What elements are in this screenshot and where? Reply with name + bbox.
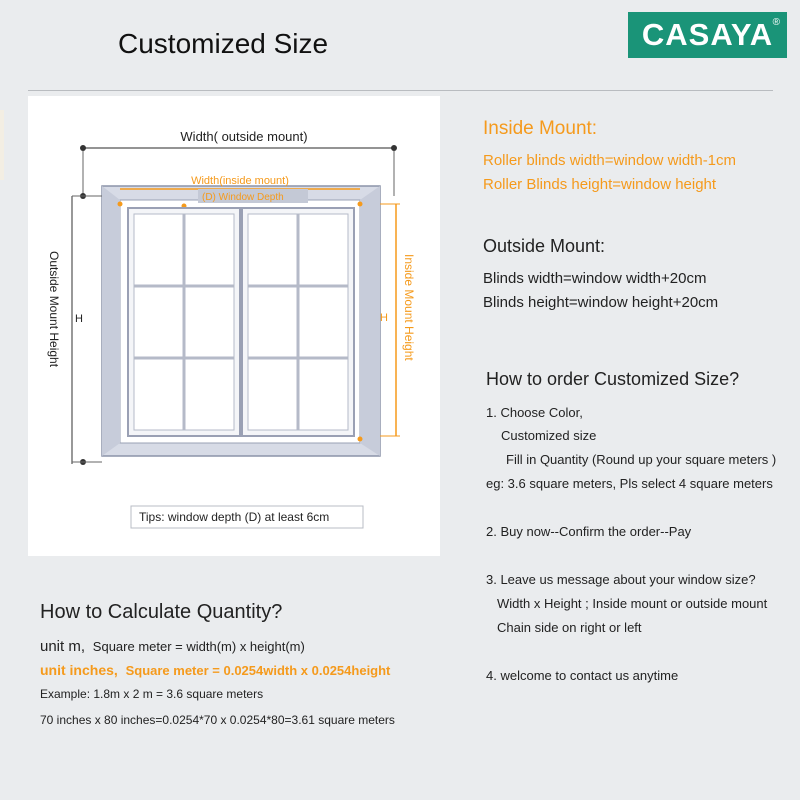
inside-mount-heading: Inside Mount:: [483, 118, 598, 139]
width-inside-label: Width(inside mount): [191, 175, 289, 187]
window-depth-label: (D) Window Depth: [202, 192, 284, 203]
unit-inches-row: [40, 662, 390, 678]
outside-mount-line-2: Blinds height=window height+20cm: [483, 294, 719, 311]
unit-m-row: [40, 638, 305, 655]
unit-m-label: unit m,: [40, 638, 86, 655]
calc-example-2: 70 inches x 80 inches=0.0254*70 x 0.0254*80=3.61 square meters: [40, 713, 395, 727]
height-inside-label: Inside Mount Height: [402, 254, 416, 361]
order-step-3-line-2: Width x Height ; Inside mount or outside mount: [497, 596, 768, 611]
unit-inches-formula: Square meter = 0.0254width x 0.0254height: [125, 663, 391, 678]
height-inside-dot-top: [358, 202, 363, 207]
width-outside-label: Width( outside mount): [180, 129, 308, 144]
width-outside-dot-right: [391, 145, 397, 151]
height-outside-label: Outside Mount Height: [47, 251, 61, 368]
inside-mount-line-2: Roller Blinds height=window height: [483, 176, 717, 193]
frame-reveal-left: [102, 186, 120, 456]
window-diagram-panel: [28, 96, 440, 556]
outside-mount-heading: Outside Mount:: [483, 236, 606, 256]
logo-text: CASAYA: [641, 17, 774, 52]
order-step-3-line-1: 3. Leave us message about your window size?: [486, 572, 756, 587]
casaya-logo: [628, 12, 787, 58]
outside-mount-line-1: Blinds width=window width+20cm: [483, 270, 707, 287]
h-right-label: H: [380, 312, 388, 324]
registered-mark: ®: [772, 17, 781, 28]
window-diagram: [28, 96, 440, 556]
height-inside-dot-bottom: [358, 437, 363, 442]
h-left-label: H: [75, 313, 83, 325]
unit-inches-label: unit inches,: [40, 662, 118, 678]
header-divider: [28, 90, 773, 91]
order-step-3-line-3: Chain side on right or left: [497, 620, 642, 635]
tips-text: Tips: window depth (D) at least 6cm: [139, 510, 330, 524]
width-outside-dot-left: [80, 145, 86, 151]
order-step-4: 4. welcome to contact us anytime: [486, 668, 679, 683]
order-step-1-line-3: Fill in Quantity (Round up your square meters ): [506, 452, 777, 467]
page-title: Customized Size: [118, 28, 329, 59]
order-step-1-line-4: eg: 3.6 square meters, Pls select 4 square meters: [486, 476, 773, 491]
inside-mount-line-1: Roller blinds width=window width-1cm: [483, 152, 737, 169]
calc-heading: How to Calculate Quantity?: [40, 601, 283, 623]
order-step-2: 2. Buy now--Confirm the order--Pay: [486, 524, 692, 539]
order-heading: How to order Customized Size?: [486, 369, 740, 389]
order-step-1-line-1: 1. Choose Color,: [486, 405, 583, 420]
calc-example-1: Example: 1.8m x 2 m = 3.6 square meters: [40, 687, 264, 701]
unit-m-formula: Square meter = width(m) x height(m): [92, 639, 305, 654]
panel-edge: [0, 110, 4, 180]
order-step-1-line-2: Customized size: [501, 428, 597, 443]
frame-reveal-right: [360, 186, 380, 456]
depth-dot-left: [118, 202, 123, 207]
